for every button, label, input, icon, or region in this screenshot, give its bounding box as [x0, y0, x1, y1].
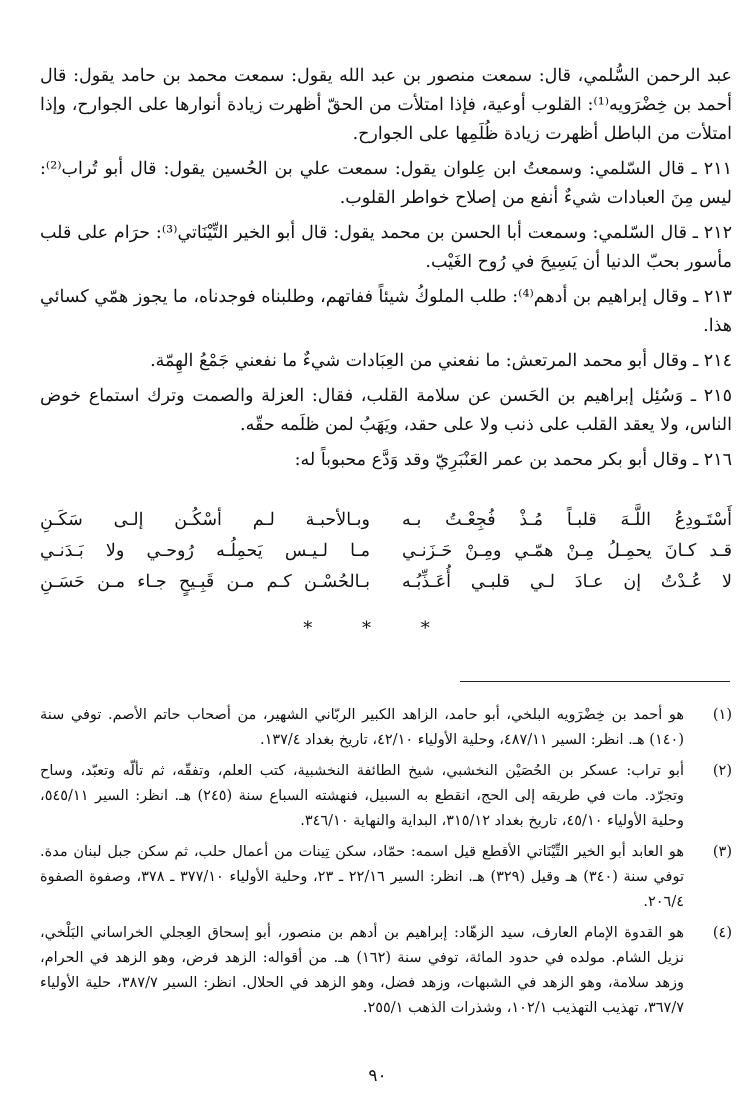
poem [40, 505, 732, 598]
paragraph-216: ٢١٦ ـ وقال أبو بكر محمد بن عمر العَنْبَرِيّ وقد وَدَّع محبوباً له: [294, 450, 732, 470]
main-text [40, 62, 732, 481]
verse-second-hemistich: بـالحُسْـن كـم مـن قَبِـيحٍ جـاء مـن حَسَـنِ [40, 572, 370, 592]
paragraph-215: ٢١٥ ـ وَسُئِل إبراهيم بن الحَسن عن سلامة القلب، فقال: العزلة والصمت وترك استماع خوض الناس، ولا يعقد القلب على ذنب ولا على حقد، ويَهَبُ لمن ظلَمه حقّه. [40, 386, 732, 435]
footnote [40, 703, 732, 753]
paragraph-intro: عبد الرحمن السُّلمي، قال: سمعت منصور بن عبد الله يقول: سمعت محمد بن حامد يقول: قال أحمد بن خِضْرَويه⁽¹⁾: القلوب أوعية، فإذا امتلأت من الحقّ أظهرت زيادة أنوارها على الجوارح، وإذا امتلأت من الباطل أظهرت زيادة ظُلَمِها على الجوارح. [40, 66, 733, 144]
footnote-number: (٣) [712, 844, 732, 860]
paragraph-212: ٢١٢ ـ قال السّلمي: وسمعت أبا الحسن بن محمد يقول: قال أبو الخير التِّيْنَاتي⁽³⁾: حرَام على قلب مأسور بحبّ الدنيا أن يَسِيحَ في رُوح الغَيْب. [40, 223, 732, 272]
poem-verse [40, 505, 732, 536]
footnote [40, 921, 732, 1021]
paragraph-213: ٢١٣ ـ وقال إبراهيم بن أدهم⁽⁴⁾: طلب الملوكُ شيئاً ففاتهم، وطلبناه فوجدناه، ما يجوز همّي كسائي هذا. [40, 287, 733, 336]
section-separator-stars: * * * [303, 618, 452, 639]
verse-second-hemistich: مـا لـيـس يَحمِلُـه رُوحـي ولا بَـدَنـي [40, 541, 370, 561]
paragraph-211: ٢١١ ـ قال السّلمي: وسمعتُ ابن عِلوان يقول: سمعت علي بن الحُسين يقول: قال أبو تُراب⁽²⁾: ليس مِنَ العبادات شيءٌ أنفع من إصلاح خواطر القلوب. [40, 159, 732, 208]
footnote [40, 840, 732, 915]
poem-verse [40, 536, 732, 567]
footnote-text: هو أحمد بن خِضْرَويه البلخي، أبو حامد، الزاهد الكبير الربّاني الشهير، من أصحاب حاتم الأصم. توفي سنة (١٤٠) هـ. انظر: السير ٤٨٧/١١، وحلية الأولياء ٤٢/١٠، تاريخ بغداد ١٣٧/٤. [40, 707, 684, 748]
verse-second-hemistich: وبـالأحبـة لـم أسْكُـن إلـى سَكَـنِ [40, 510, 370, 530]
footnote-text: هو القدوة الإمام العارف، سيد الزهّاد: إبراهيم بن أدهم بن منصور، أبو إسحاق العِجلي الخراساني البَلْخي، نزيل الشام. مولده في حدود المائة، توفي سنة (١٦٢) هـ. من أقواله: الزهد فرض، وهو الزهد في الحرام، وزهد سلامة، وهو الزهد في الشبهات، وزهد فضل، وهو الزهد في الحلال. انظر: السير ٣٨٧/٧، حلية الأولياء ٣٦٧/٧، تهذيب التهذيب ١٠٢/١، وشذرات الذهب ٢٥٥/١. [40, 925, 684, 1016]
page-number: ٩٠ [368, 1066, 387, 1086]
footnotes [40, 703, 732, 1027]
footnote-text: أبو تراب: عسكر بن الحُصَيْن النخشبي، شيخ الطائفة النخشبية، كتب العلم، وتفقّه، ثم تألّه وتعبّد، وساح وتجرّد. مات في طريقه إلى الحج، انقطع به السبيل، فنهشته السباع سنة (٢٤٥) هـ. انظر: السير ٥٤٥/١١، وحلية الأولياء ٤٥/١٠، تاريخ بغداد ٣١٥/١٢، البداية والنهاية ٣٤٦/١٠. [40, 763, 684, 829]
verse-first-hemistich: لا عُـدْتُ إن عـادَ لـي قلبـي أُعَـذِّبُـه [402, 572, 732, 592]
verse-first-hemistich: قـد كـانَ يحمِـلُ مِـنْ همّـي ومِـنْ حَـزَنـي [402, 541, 732, 561]
poem-verse [40, 567, 732, 598]
footnote-divider [460, 681, 730, 682]
footnote-number: (٤) [712, 925, 732, 941]
footnote [40, 759, 732, 834]
footnote-text: هو العابد أبو الخير التِّيْنَاتي الأقطع قيل اسمه: حمّاد، سكن تِينات من أعمال حلب، ثم سكن جبل لبنان مدة. توفي سنة (٣٤٠) هـ وقيل (٣٢٩) هـ. انظر: السير ٢٢/١٦ ـ ٢٣، وحلية الأولياء ٣٧٧/١٠ ـ ٣٧٨، وصفوة الصفوة ٢٠٦/٤. [40, 844, 685, 910]
paragraph-214: ٢١٤ ـ وقال أبو محمد المرتعش: ما نفعني من العِبَادات شيءٌ ما نفعني جَمْعُ الهِمّة. [150, 351, 732, 371]
verse-first-hemistich: أَسْتَـودِعُ اللَّـهَ قلبـاً مُـذْ فُجِعْـتُ بـه [402, 510, 732, 530]
footnote-number: (١) [712, 707, 732, 723]
footnote-number: (٢) [712, 763, 732, 779]
